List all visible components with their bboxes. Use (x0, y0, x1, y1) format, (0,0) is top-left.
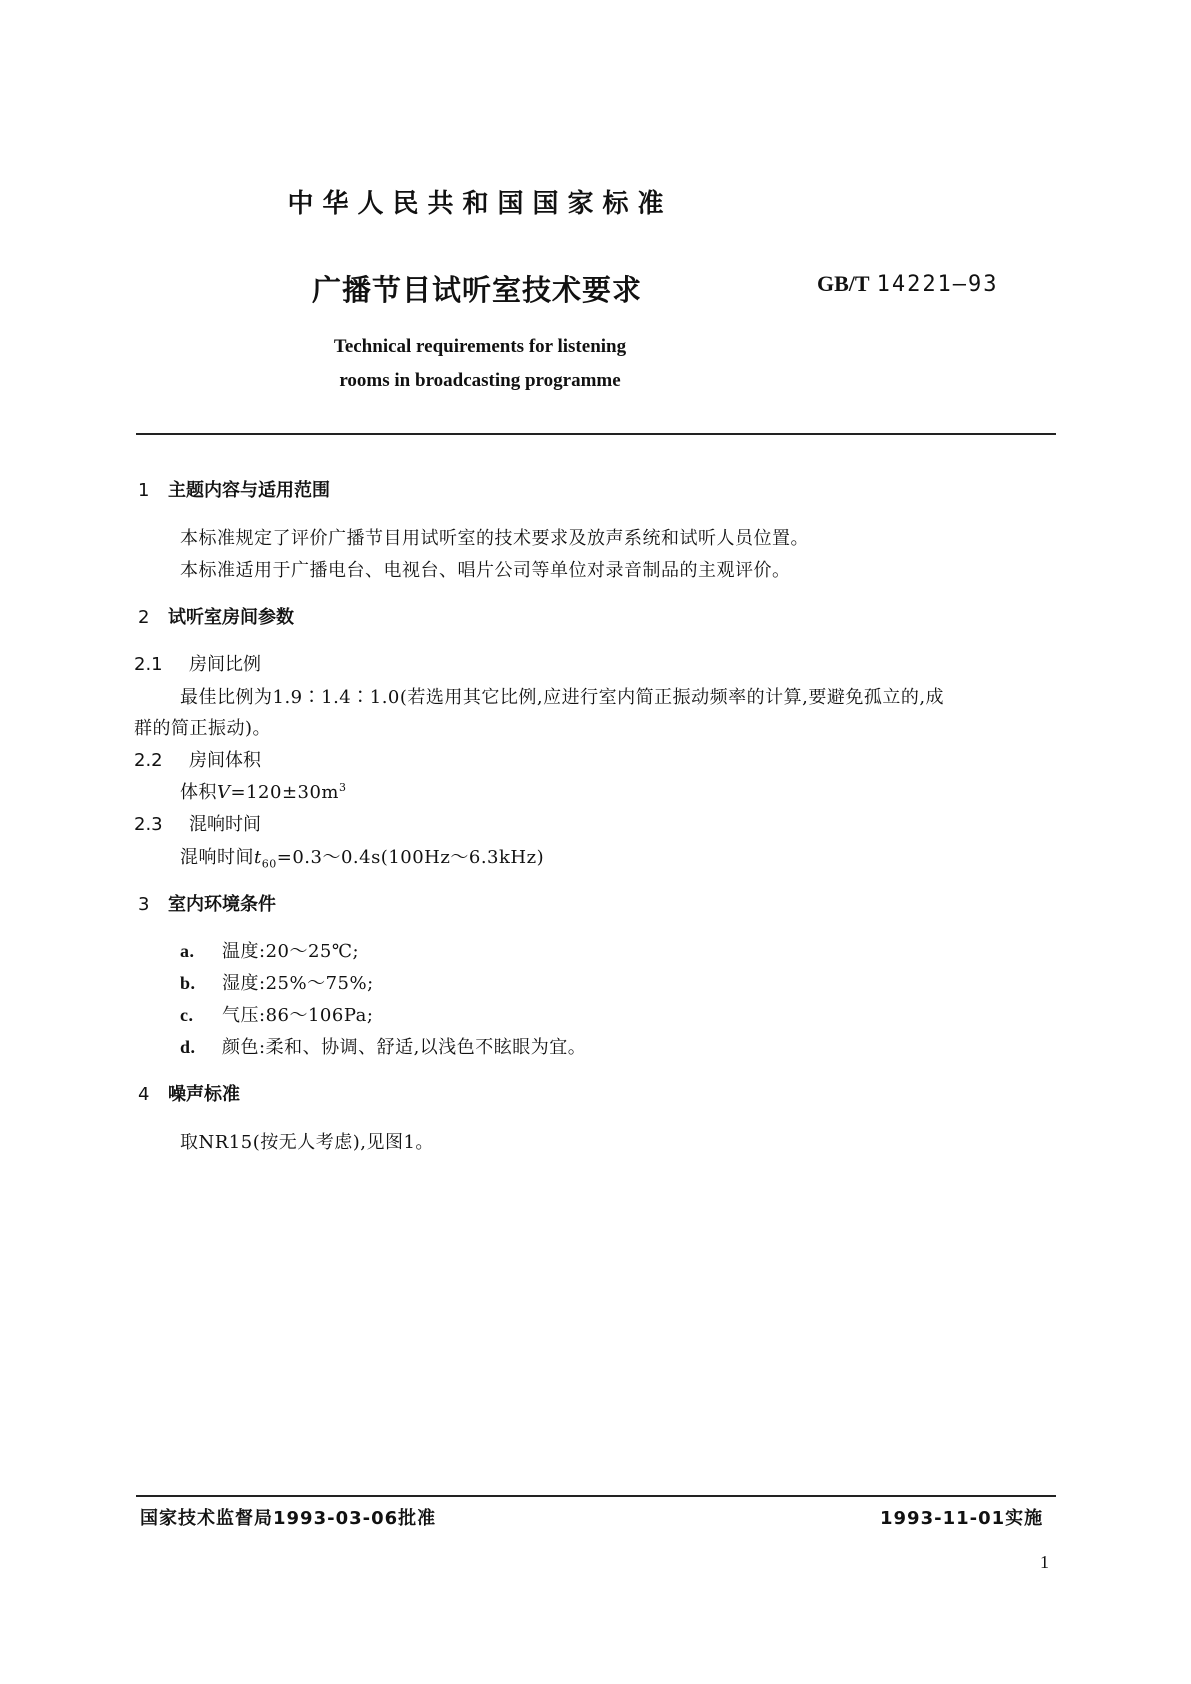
volume-variable: V (217, 782, 231, 803)
list-item-text: 温度:20～25℃; (222, 941, 360, 962)
implementation-date: 1993-11-01实施 (880, 1508, 1044, 1529)
document-title-en-line1: Technical requirements for listening (333, 336, 627, 357)
subsection-2-2-text (180, 778, 347, 804)
document-title-cn: 广播节目试听室技术要求 (312, 273, 643, 307)
subsection-2-1-number: 2.1 (134, 654, 163, 675)
reverb-value: =0.3～0.4s(100Hz～6.3kHz) (276, 847, 545, 868)
volume-label: 体积 (180, 782, 217, 803)
section-2-heading (138, 603, 294, 629)
list-item (180, 969, 374, 995)
subsection-2-3-title: 混响时间 (189, 814, 261, 835)
standard-code-number: 14221—93 (876, 272, 999, 297)
section-3-title: 室内环境条件 (168, 894, 276, 915)
list-item (180, 1001, 373, 1027)
list-item (180, 1033, 586, 1059)
section-1-paragraph-2: 本标准适用于广播电台、电视台、唱片公司等单位对录音制品的主观评价。 (180, 560, 791, 581)
volume-value: =120±30m (230, 782, 339, 803)
section-1-title: 主题内容与适用范围 (168, 480, 330, 501)
subsection-2-2-number: 2.2 (134, 750, 163, 771)
section-4-heading (138, 1080, 240, 1106)
section-4-title: 噪声标准 (168, 1084, 240, 1105)
list-item-marker: b. (180, 973, 196, 993)
list-item-text: 气压:86～106Pa; (222, 1005, 374, 1026)
list-item (180, 937, 359, 963)
list-item-text: 颜色:柔和、协调、舒适,以浅色不眩眼为宜。 (222, 1037, 587, 1058)
reverb-variable: t (254, 847, 262, 868)
list-item-text: 湿度:25%～75%; (222, 973, 374, 994)
subsection-2-2-heading (134, 746, 261, 772)
volume-exponent: 3 (339, 781, 347, 794)
standard-code (817, 271, 999, 297)
section-3-heading (138, 890, 276, 916)
section-2-number: 2 (138, 607, 150, 628)
section-2-title: 试听室房间参数 (168, 607, 294, 628)
section-1-heading (138, 476, 330, 502)
subsection-2-1-title: 房间比例 (189, 654, 261, 675)
section-3-number: 3 (138, 894, 150, 915)
document-title-en (300, 330, 660, 398)
subsection-2-1-text-line-1: 最佳比例为1.9∶1.4∶1.0(若选用其它比例,应进行室内简正振动频率的计算,要避免孤立的,成 (180, 687, 945, 708)
section-1-number: 1 (138, 480, 150, 501)
subsection-2-3-text (180, 843, 544, 871)
list-item-marker: c. (180, 1005, 194, 1025)
list-item-marker: a. (180, 941, 195, 961)
section-4-number: 4 (138, 1084, 150, 1105)
document-title-en-line2: rooms in broadcasting programme (339, 370, 621, 391)
footer-divider (136, 1495, 1056, 1497)
list-item-marker: d. (180, 1037, 196, 1057)
subsection-2-3-number: 2.3 (134, 814, 163, 835)
reverb-subscript: 60 (261, 857, 277, 871)
subsection-2-1-text-line-2: 群的简正振动)。 (134, 718, 272, 739)
section-1-paragraph-1: 本标准规定了评价广播节目用试听室的技术要求及放声系统和试听人员位置。 (180, 528, 809, 549)
section-4-paragraph: 取NR15(按无人考虑),见图1。 (180, 1132, 434, 1153)
standard-code-prefix: GB/T (817, 271, 870, 296)
approval-line: 国家技术监督局1993-03-06批准 (140, 1508, 437, 1529)
subsection-2-2-title: 房间体积 (189, 750, 261, 771)
subsection-2-1-heading (134, 650, 261, 676)
page-number: 1 (1040, 1552, 1049, 1572)
subsection-2-3-heading (134, 810, 261, 836)
header-divider (136, 433, 1056, 435)
national-standard-heading: 中华人民共和国国家标准 (287, 189, 673, 219)
reverb-label: 混响时间 (180, 847, 254, 868)
